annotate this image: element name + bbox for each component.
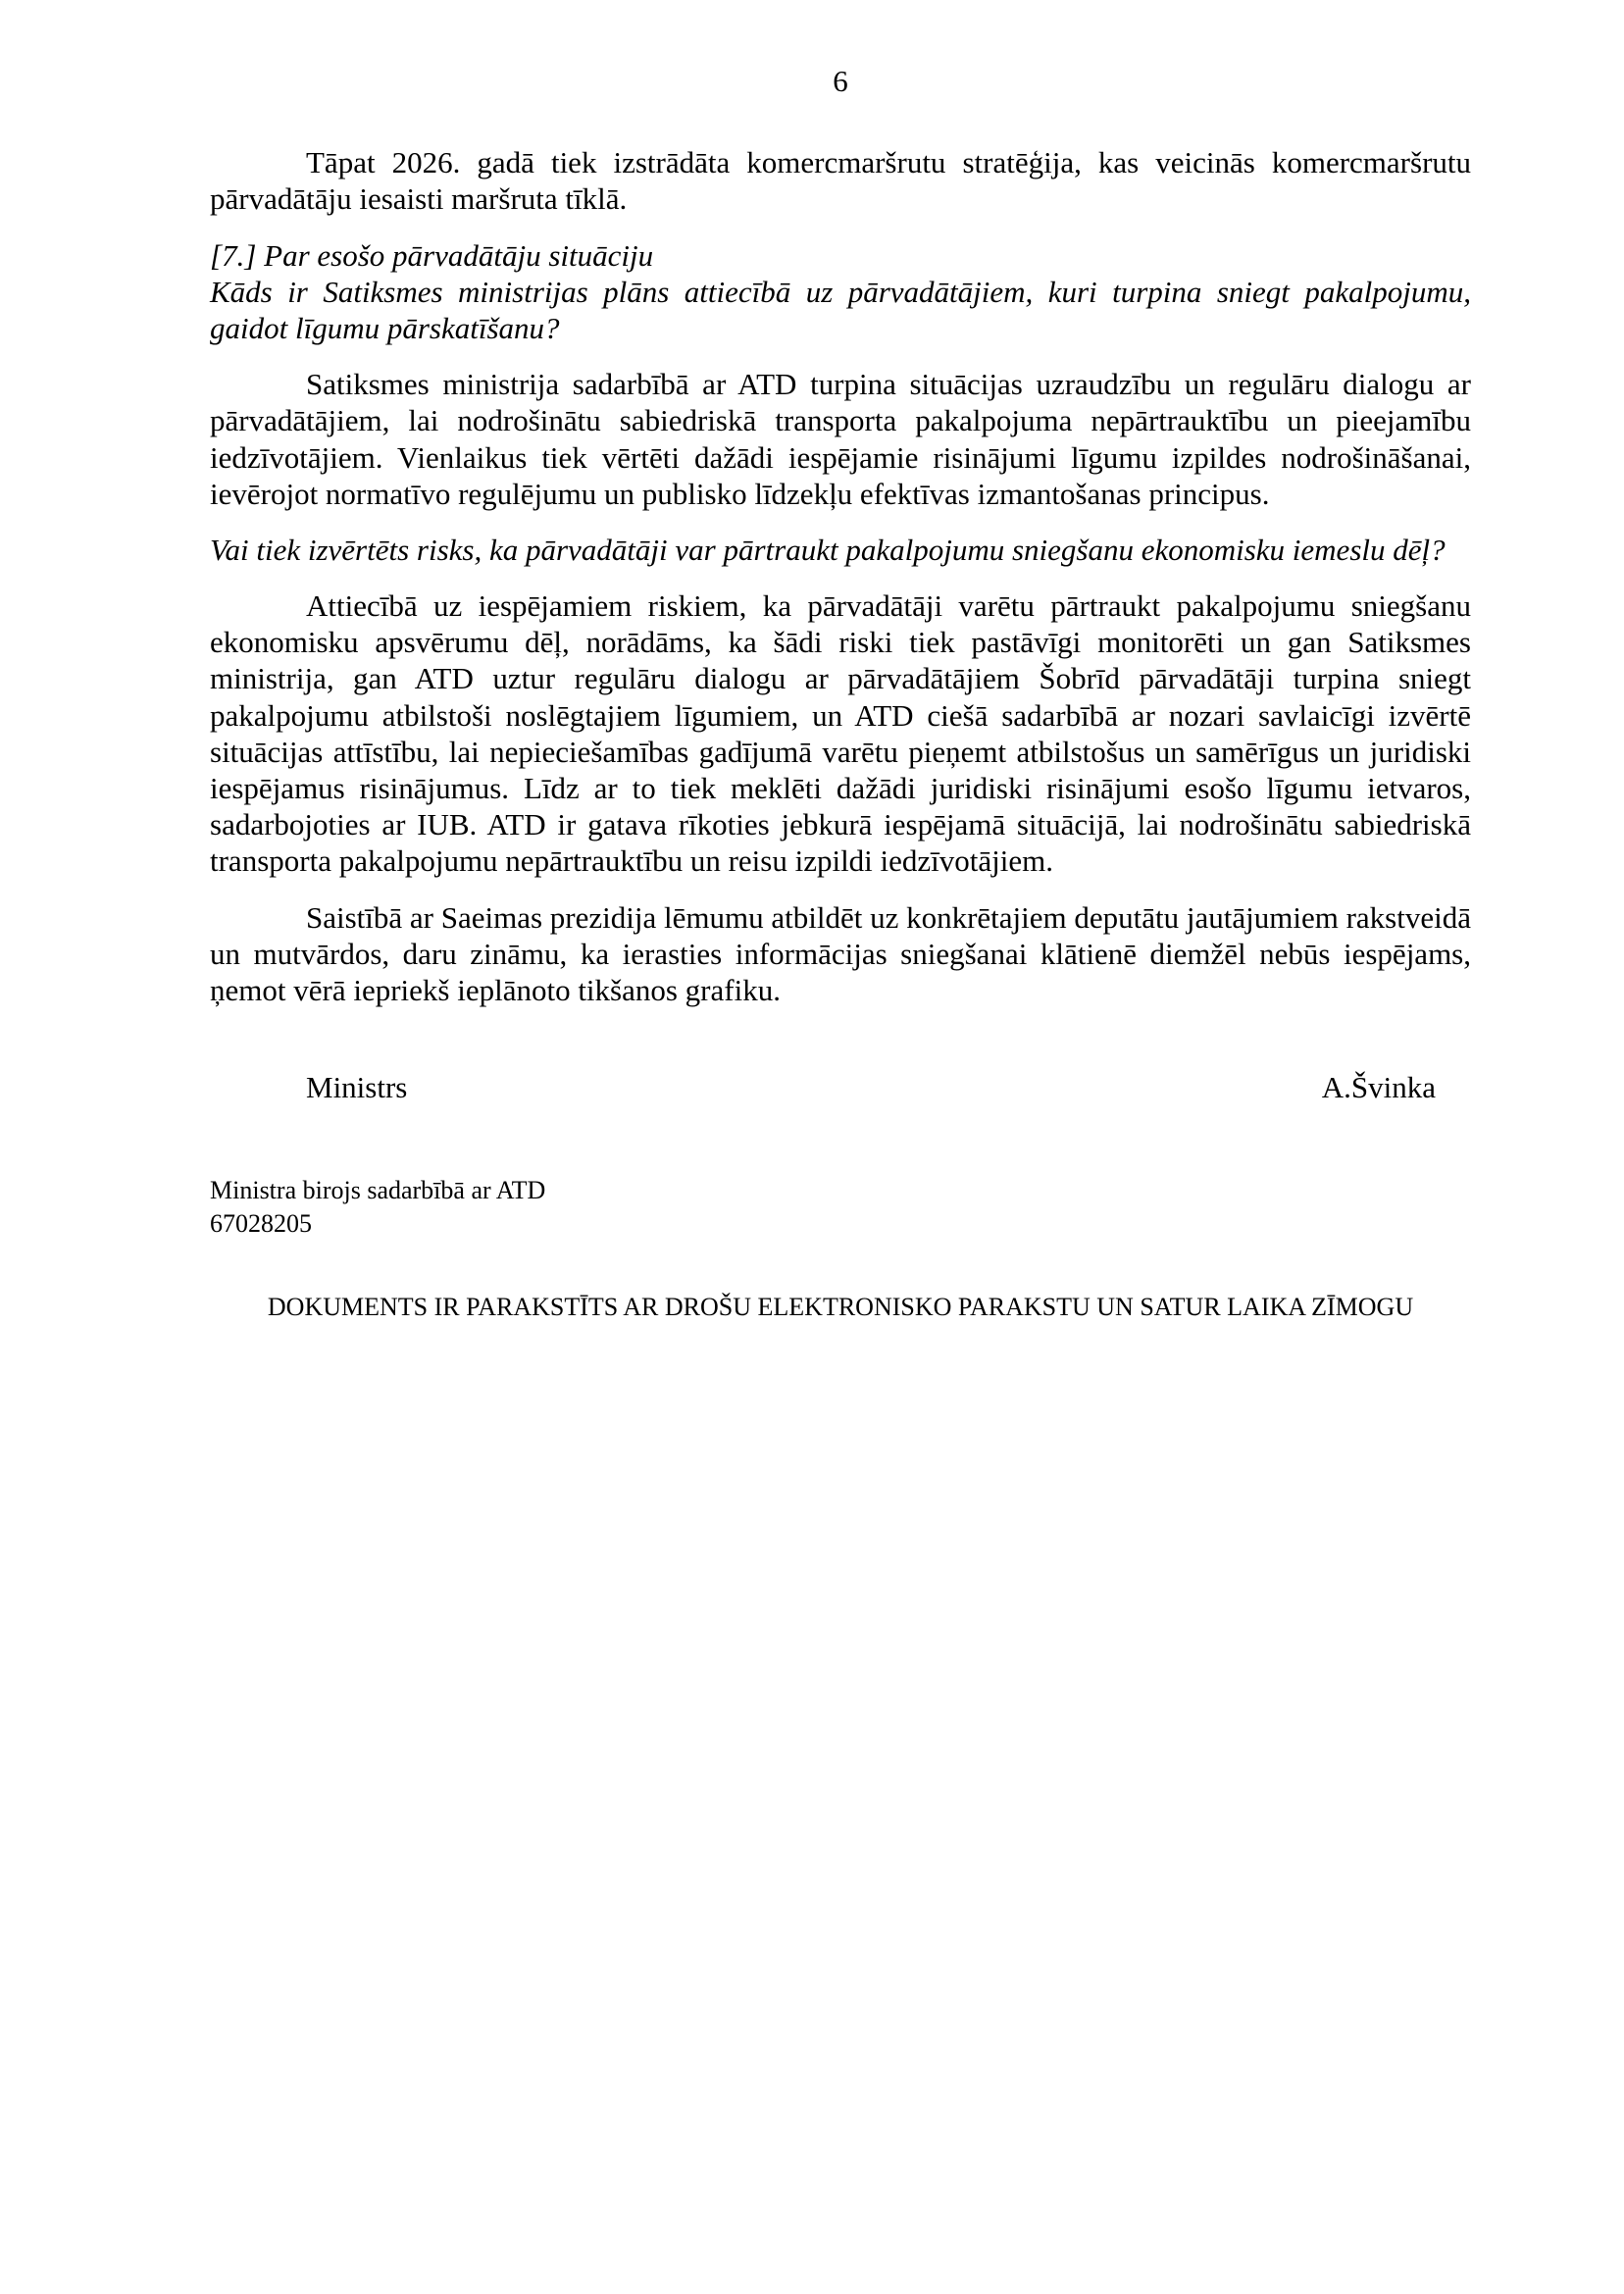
contact-phone: 67028205 bbox=[210, 1209, 312, 1239]
paragraph-answer-monitoring: Satiksmes ministrija sadarbībā ar ATD turpina situācijas uzraudzību un regulāru dialogu ar pārvadātājiem, lai nodrošinātu sabiedriskā transporta pakalpojuma nepārtrauktību un pieejamību iedzīvotājiem. Vienlaikus tiek vērtēti dažādi iespējamie risinājumi līgumu izpildes nodrošināšanai, ievērojot normatīvo regulējumu un publisko līdzekļu efektīvas izmantošanas principus. bbox=[210, 367, 1471, 511]
signature-name: A.Švinka bbox=[1321, 1070, 1436, 1105]
contact-office: Ministra birojs sadarbībā ar ATD bbox=[210, 1176, 546, 1205]
electronic-signature-notice: DOKUMENTS IR PARAKSTĪTS AR DROŠU ELEKTRONISKO PARAKSTU UN SATUR LAIKA ZĪMOGU bbox=[267, 1292, 1414, 1321]
page-number: 6 bbox=[833, 64, 848, 98]
contact-block bbox=[210, 1174, 1471, 1241]
question-block-risk bbox=[210, 532, 1471, 568]
question-7-title: [7.] Par esošo pārvadātāju situāciju bbox=[210, 237, 654, 273]
paragraph-strategy: Tāpat 2026. gadā tiek izstrādāta komercmaršrutu stratēģija, kas veicinās komercmaršrutu pārvadātāju iesaisti maršruta tīklā. bbox=[210, 145, 1471, 217]
signature-title: Ministrs bbox=[306, 1070, 408, 1105]
question-7-text: Kāds ir Satiksmes ministrijas plāns attiecībā uz pārvadātājiem, kuri turpina sniegt pakalpojumu, gaidot līgumu pārskatīšanu? bbox=[210, 274, 1471, 345]
document-body bbox=[210, 144, 1471, 1008]
paragraph-answer-risk: Attiecībā uz iespējamiem riskiem, ka pārvadātāji varētu pārtraukt pakalpojumu sniegšanu ekonomisku apsvērumu dēļ, norādāms, ka šādi riski tiek pastāvīgi monitorēti un gan Satiksmes ministrija, gan ATD uztur regulāru dialogu ar pārvadātājiem Šobrīd pārvadātāji turpina sniegt pakalpojumu atbilstoši noslēgtajiem līgumiem, un ATD ciešā sadarbībā ar nozari savlaicīgi izvērtē situācijas attīstību, lai nepieciešamības gadījumā varētu pieņemt atbilstošus un samērīgus un juridiski iespējamus risinājumus. Līdz ar to tiek meklēti dažādi juridiski risinājumi esošo līgumu ietvaros, sadarbojoties ar IUB. ATD ir gatava rīkoties jebkurā iespējamā situācijā, lai nodrošinātu sabiedriskā transporta pakalpojumu nepārtrauktību un reisu izpildi iedzīvotājiem. bbox=[210, 588, 1471, 879]
paragraph-saeima-decision: Saistībā ar Saeimas prezidija lēmumu atbildēt uz konkrētajiem deputātu jautājumiem rakstveidā un mutvārdos, daru zināmu, ka ierasties informācijas sniegšanai klātienē diemžēl nebūs iespējams, ņemot vērā iepriekš ieplānoto tikšanos grafiku. bbox=[210, 899, 1471, 1007]
question-risk-text: Vai tiek izvērtēts risks, ka pārvadātāji var pārtraukt pakalpojumu sniegšanu ekonomisku iemeslu dēļ? bbox=[210, 532, 1446, 567]
signature-row bbox=[210, 1069, 1471, 1105]
question-block-7 bbox=[210, 237, 1471, 347]
